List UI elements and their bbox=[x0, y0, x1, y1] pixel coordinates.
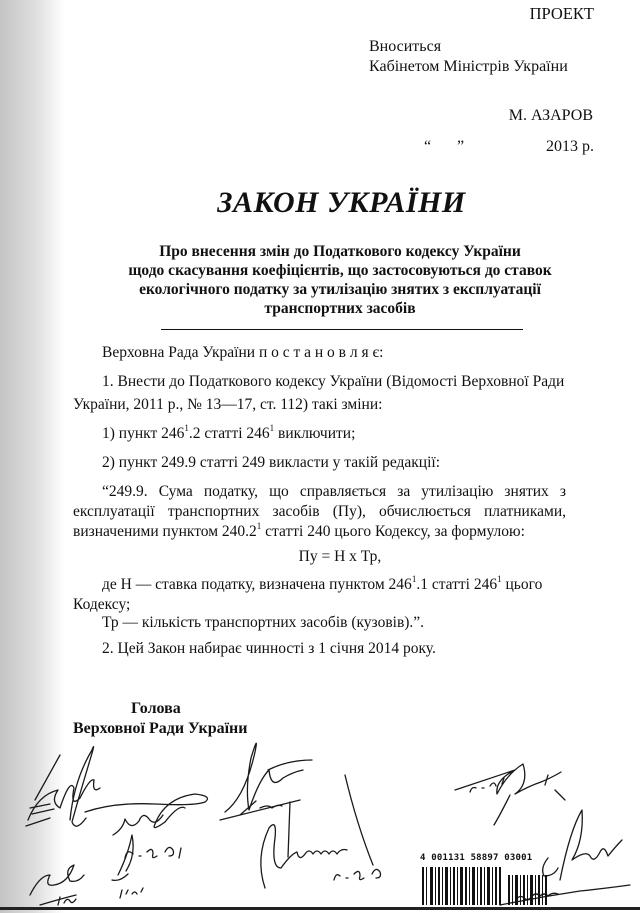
date-open-quote: “ bbox=[424, 138, 432, 155]
barcode-icon bbox=[422, 867, 548, 905]
quote-line2: експлуатації транспортних засобів (Пу), обчислюється платниками, bbox=[73, 503, 566, 520]
where-line2: Кодексу; bbox=[73, 596, 131, 613]
formula: Пу = Н х Тр, bbox=[298, 548, 382, 565]
subject-line: екологічного податку за утилізацію знятих з експлуатації bbox=[139, 281, 541, 298]
tr-line: Тр — кількість транспортних засобів (кузовів).”. bbox=[102, 614, 425, 631]
preamble-text: Верховна Рада України bbox=[102, 344, 259, 361]
subject-line: транспортних засобів bbox=[264, 300, 416, 317]
superscript: 1 bbox=[184, 423, 189, 433]
signature-title-line2: Верховної Ради України bbox=[73, 720, 248, 737]
signature-3 bbox=[220, 743, 303, 820]
signature-7 bbox=[455, 764, 565, 825]
item-1-line1: 1. Внести до Податкового кодексу України (Відомості Верховної Ради bbox=[102, 373, 565, 390]
superscript: 1 bbox=[497, 574, 502, 584]
date-year: 2013 р. bbox=[546, 138, 594, 155]
signatory-name: М. АЗАРОВ bbox=[508, 107, 593, 124]
text: 1) пункт 246 bbox=[102, 425, 185, 442]
law-title: ЗАКОН УКРАЇНИ bbox=[217, 186, 466, 219]
text: .2 статті 246 bbox=[188, 425, 270, 442]
signature-5 bbox=[112, 835, 143, 898]
text: виключити; bbox=[274, 425, 356, 442]
signature-1 bbox=[26, 747, 100, 827]
draft-label: ПРОЕКТ bbox=[529, 4, 594, 23]
signature-6 bbox=[30, 865, 84, 905]
signature-4 bbox=[261, 760, 381, 888]
barcode-number: 4 001131 58897 03001 bbox=[420, 853, 533, 863]
quote-line1: “249.9. Сума податку, що справляється за утилізацію знятих з bbox=[102, 483, 566, 500]
text: де Н — ставка податку, визначена пунктом 246 bbox=[102, 576, 412, 593]
subject-line: щодо скасування коефіцієнтів, що застосовуються до ставок bbox=[128, 262, 552, 279]
superscript: 1 bbox=[411, 574, 417, 584]
superscript: 1 bbox=[269, 423, 275, 433]
item-1-line2: України, 2011 р., № 13—17, ст. 112) такі зміни: bbox=[73, 396, 383, 413]
sub-item-2: 2) пункт 249.9 статті 249 викласти у такій редакції: bbox=[102, 454, 441, 471]
text: статті 240 цього Кодексу, за формулою: bbox=[261, 523, 525, 540]
superscript: 1 bbox=[256, 521, 262, 531]
date-close-quote: ” bbox=[457, 138, 465, 155]
text: .1 статті 246 bbox=[416, 576, 498, 593]
scan-bottom-edge bbox=[0, 907, 640, 910]
submitted-by-line2: Кабінетом Міністрів України bbox=[369, 58, 568, 75]
signature-title-line1: Голова bbox=[131, 700, 181, 717]
text: визначеними пунктом 240.2 bbox=[73, 523, 257, 540]
subject-line: Про внесення змін до Податкового кодексу України bbox=[159, 243, 521, 260]
signature-2 bbox=[85, 794, 207, 858]
submitted-by-line1: Вноситься bbox=[369, 38, 442, 55]
preamble-resolves: п о с т а н о в л я є: bbox=[258, 344, 384, 361]
text: цього bbox=[501, 576, 543, 593]
item-2: 2. Цей Закон набирає чинності з 1 січня 2014 року. bbox=[102, 640, 436, 657]
